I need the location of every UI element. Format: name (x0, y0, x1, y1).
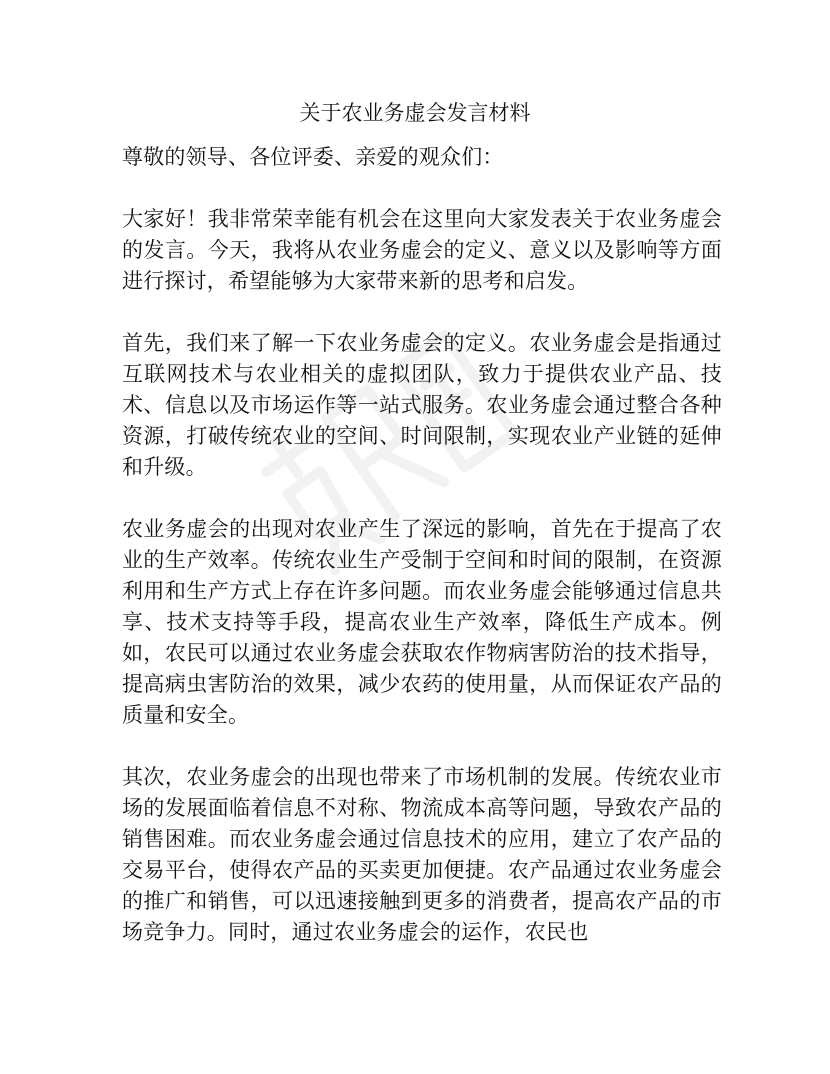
paragraph-3: 农业务虚会的出现对农业产生了深远的影响，首先在于提高了农业的生产效率。传统农业生产受制于空间和时间的限制，在资源利用和生产方式上存在许多问题。而农业务虚会能够通过信息共享、技术支持等手段，提高农业生产效率，降低生产成本。例如，农民可以通过农业务虚会获取农作物病害防治的技术指导，提高病虫害防治的效果，减少农药的使用量，从而保证农产品的质量和安全。 (122, 517, 722, 727)
paragraph-4: 其次，农业务虚会的出现也带来了市场机制的发展。传统农业市场的发展面临着信息不对称、物流成本高等问题，导致农产品的销售困难。而农业务虚会通过信息技术的应用，建立了农产品的交易平台，使得农产品的买卖更加便捷。农产品通过农业务虚会的推广和销售，可以迅速接触到更多的消费者，提高农产品的市场竞争力。同时，通过农业务虚会的运作，农民也 (122, 765, 722, 944)
document-title: 关于农业务虚会发言材料 (299, 101, 531, 125)
document-body (122, 142, 722, 948)
paragraph-2: 首先，我们来了解一下农业务虚会的定义。农业务虚会是指通过互联网技术与农业相关的虚拟团队，致力于提供农业产品、技术、信息以及市场运作等一站式服务。农业务虚会通过整合各种资源，打破传统农业的空间、时间限制，实现农业产业链的延伸和升级。 (122, 331, 722, 479)
paragraph-1: 大家好！我非常荣幸能有机会在这里向大家发表关于农业务虚会的发言。今天，我将从农业务虚会的定义、意义以及影响等方面进行探讨，希望能够为大家带来新的思考和启发。 (122, 207, 722, 293)
salutation: 尊敬的领导、各位评委、亲爱的观众们： (122, 145, 504, 169)
